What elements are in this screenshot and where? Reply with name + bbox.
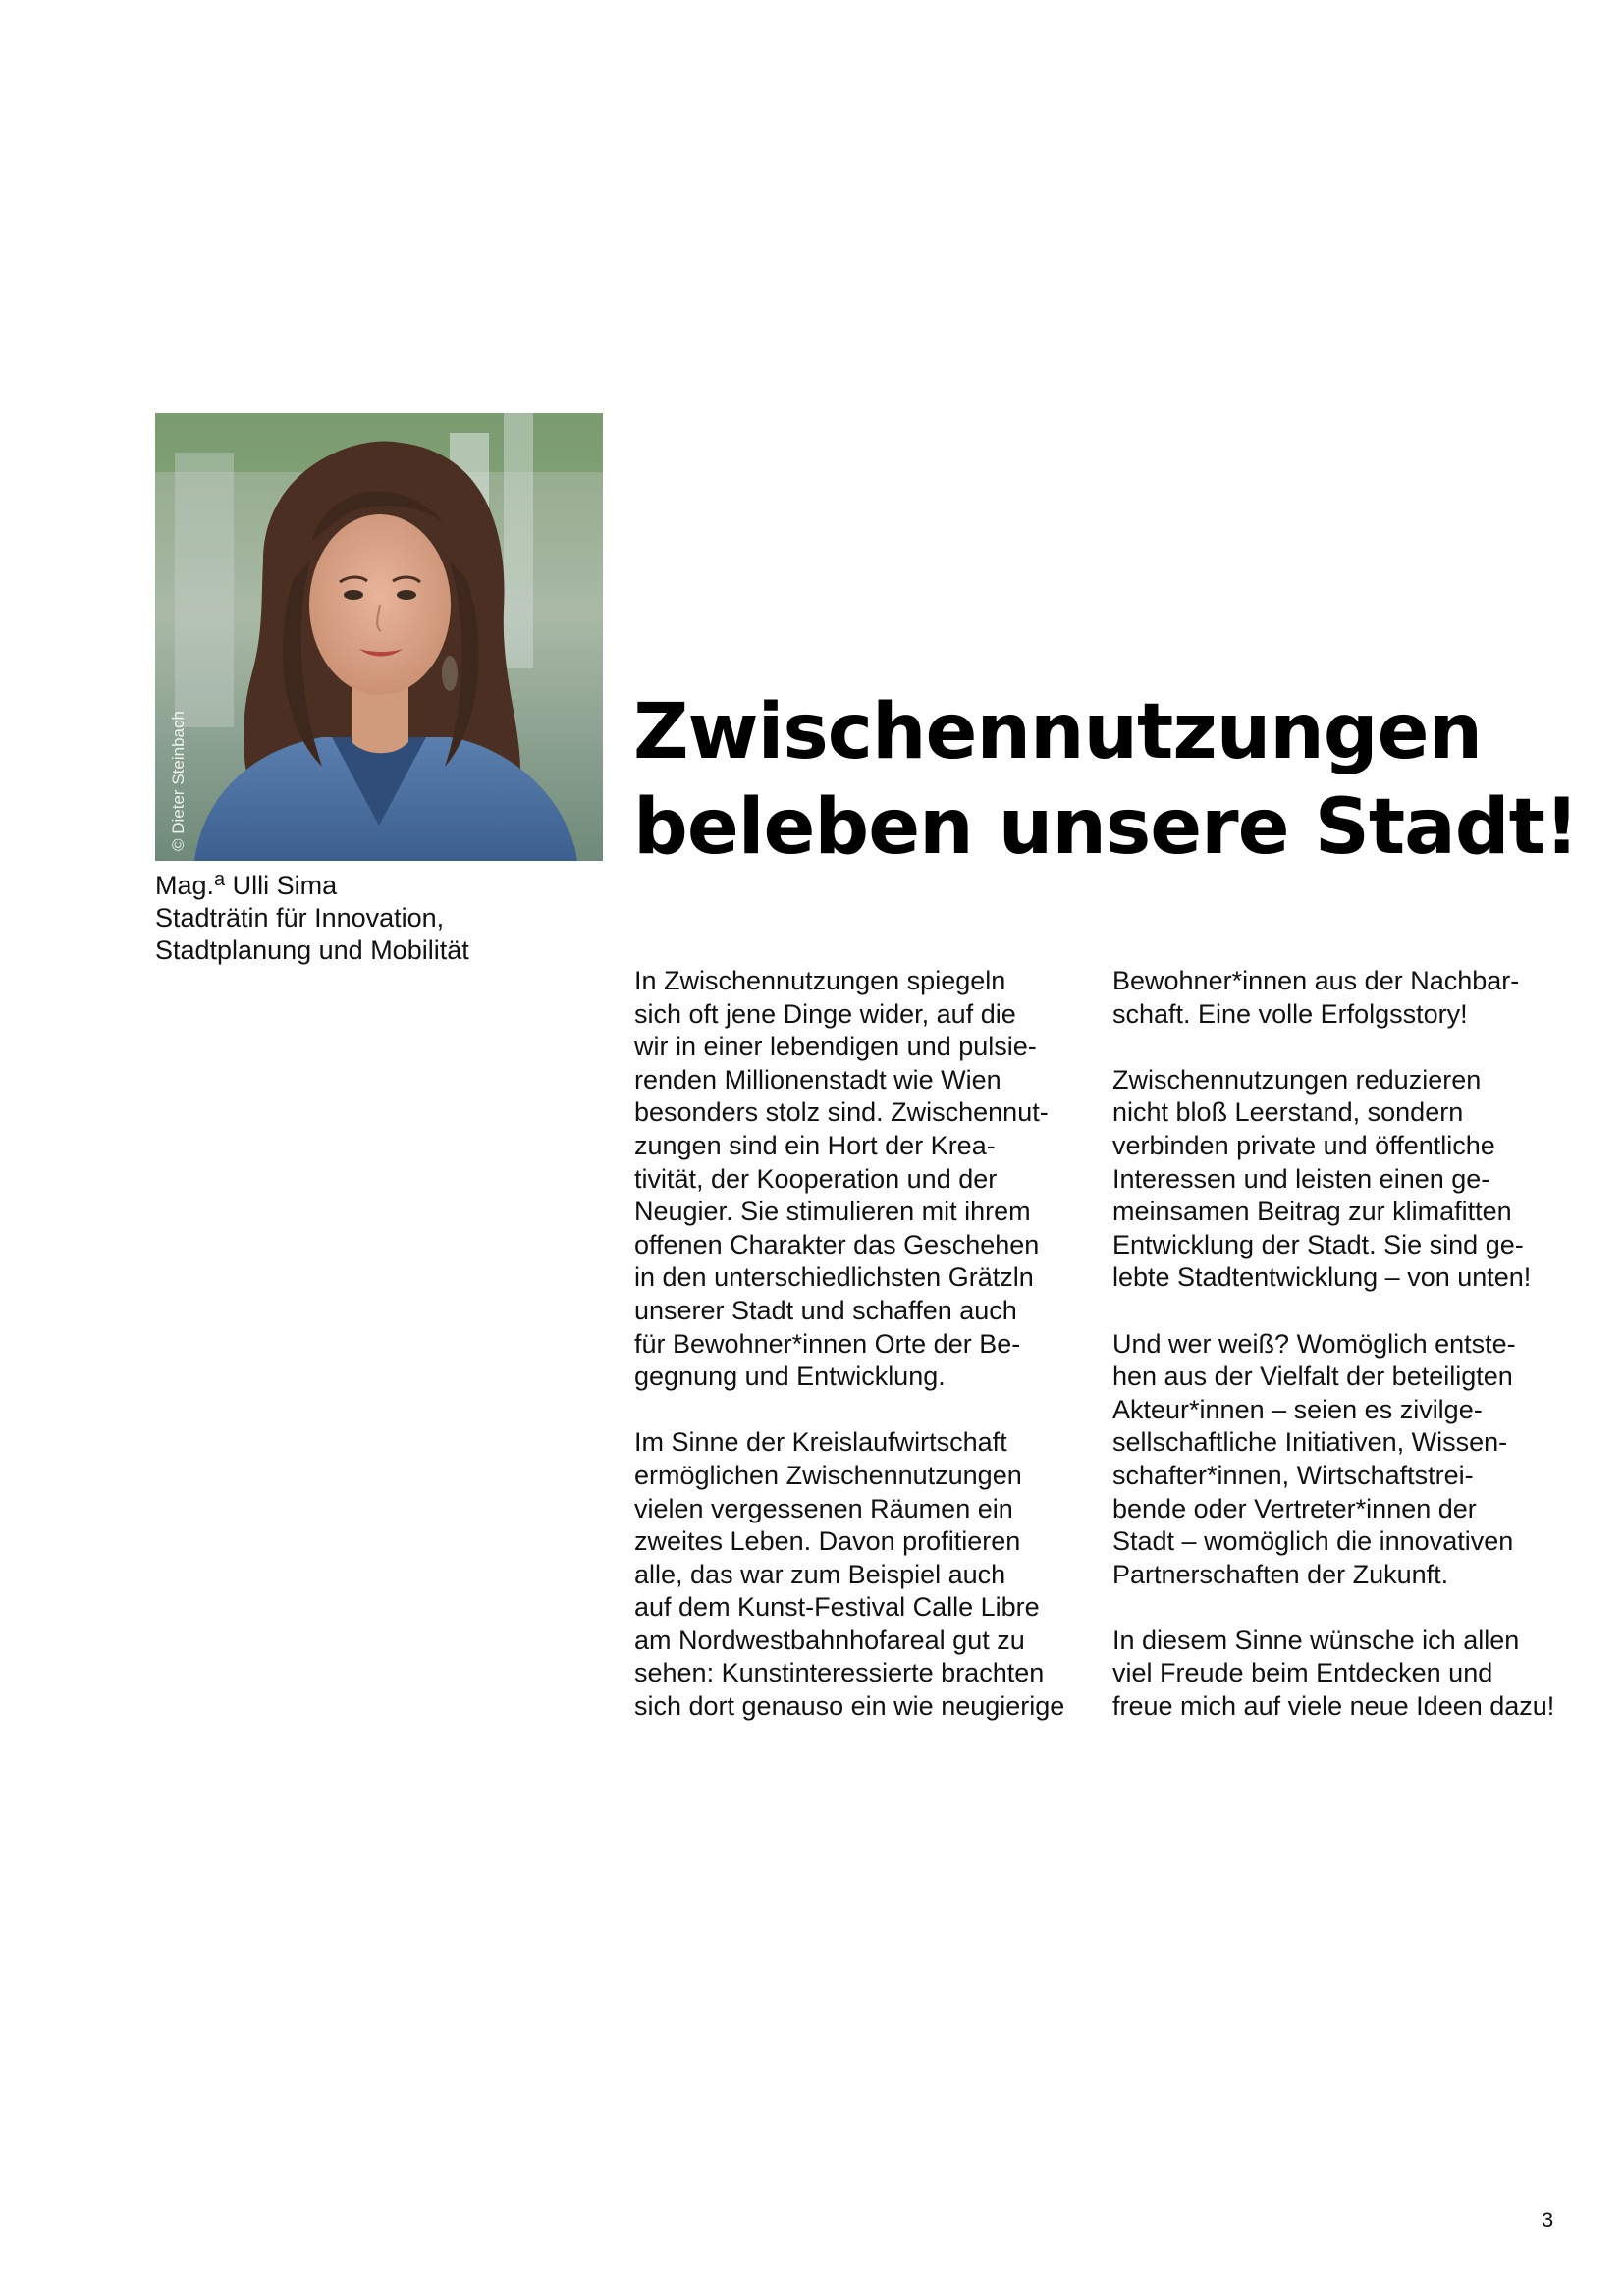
text-line: Akteur*innen – seien es zivilge- xyxy=(1112,1394,1483,1424)
text-line: nicht bloß Leerstand, sondern xyxy=(1112,1097,1464,1128)
caption-name: Ulli Sima xyxy=(225,871,338,900)
text-line: zweites Leben. Davon profitieren xyxy=(634,1526,1021,1557)
caption-role-line-1: Stadträtin für Innovation, xyxy=(155,903,445,933)
text-line: renden Millionenstadt wie Wien xyxy=(634,1064,1001,1095)
text-line: hen aus der Vielfalt der beteiligten xyxy=(1112,1362,1513,1392)
page-title xyxy=(633,685,1596,876)
caption-role-line-2: Stadtplanung und Mobilität xyxy=(155,935,469,965)
portrait-caption xyxy=(155,870,626,967)
text-line: alle, das war zum Beispiel auch xyxy=(634,1559,1006,1589)
text-line: meinsamen Beitrag zur klimafitten xyxy=(1112,1197,1512,1227)
text-line: bende oder Vertreter*innen der xyxy=(1112,1493,1477,1523)
body-column-right xyxy=(1112,965,1574,1756)
text-line: sehen: Kunstinteressierte brachten xyxy=(634,1658,1045,1688)
text-line: viel Freude beim Entdecken und xyxy=(1112,1658,1493,1688)
text-line: sich oft jene Dinge wider, auf die xyxy=(634,998,1016,1029)
page-title-line-2: beleben unsere Stadt! xyxy=(633,783,1579,872)
page-number: 3 xyxy=(1542,2208,1554,2232)
text-line: Interessen und leisten einen ge- xyxy=(1112,1163,1490,1194)
text-line: schafter*innen, Wirtschaftstrei- xyxy=(1112,1460,1474,1490)
portrait-photo xyxy=(155,413,603,861)
text-line: Und wer weiß? Womöglich entste- xyxy=(1112,1328,1516,1359)
text-line: lebte Stadtentwicklung – von unten! xyxy=(1112,1262,1532,1293)
caption-title-superscript: a xyxy=(214,869,226,890)
text-line: offenen Charakter das Geschehen xyxy=(634,1229,1040,1259)
text-line: in den unterschiedlichsten Grätzln xyxy=(634,1262,1034,1293)
text-line: Im Sinne der Kreislaufwirtschaft xyxy=(634,1427,1007,1458)
paragraph xyxy=(634,965,1096,1394)
text-line: vielen vergessenen Räumen ein xyxy=(634,1493,1013,1523)
text-line: am Nordwestbahnhofareal gut zu xyxy=(634,1625,1025,1655)
text-line: gegnung und Entwicklung. xyxy=(634,1362,946,1392)
paragraph xyxy=(1112,1064,1574,1295)
text-line: In diesem Sinne wünsche ich allen xyxy=(1112,1625,1520,1655)
text-line: schaft. Eine volle Erfolgsstory! xyxy=(1112,998,1468,1029)
text-line: Zwischennutzungen reduzieren xyxy=(1112,1064,1482,1095)
portrait-illustration xyxy=(155,413,603,861)
text-line: zungen sind ein Hort der Krea- xyxy=(634,1130,996,1160)
text-line: Stadt – womöglich die innovativen xyxy=(1112,1526,1514,1557)
caption-title-prefix: Mag. xyxy=(155,871,215,900)
text-line: wir in einer lebendigen und pulsie- xyxy=(634,1032,1037,1062)
text-line: freue mich auf viele neue Ideen dazu! xyxy=(1112,1691,1555,1722)
text-line: sellschaftliche Initiativen, Wissen- xyxy=(1112,1427,1508,1458)
text-line: auf dem Kunst-Festival Calle Libre xyxy=(634,1592,1040,1623)
paragraph xyxy=(1112,1328,1574,1592)
text-line: ermöglichen Zwischennutzungen xyxy=(634,1460,1022,1490)
paragraph xyxy=(1112,965,1574,1031)
text-line: verbinden private und öffentliche xyxy=(1112,1130,1495,1160)
text-line: Partnerschaften der Zukunft. xyxy=(1112,1559,1449,1589)
paragraph xyxy=(634,1426,1096,1723)
text-line: Bewohner*innen aus der Nachbar- xyxy=(1112,966,1520,995)
text-line: sich dort genauso ein wie neugierige xyxy=(634,1691,1065,1722)
text-line: unserer Stadt und schaffen auch xyxy=(634,1295,1017,1325)
page-title-line-1: Zwischennutzungen xyxy=(633,688,1483,776)
photo-credit-text: © Dieter Steinbach xyxy=(169,711,188,851)
body-column-left xyxy=(634,965,1096,1756)
text-line: Neugier. Sie stimulieren mit ihrem xyxy=(634,1197,1031,1227)
paragraph xyxy=(1112,1625,1574,1724)
text-line: tivität, der Kooperation und der xyxy=(634,1163,998,1194)
caption-name-line xyxy=(155,870,626,902)
photo-credit xyxy=(155,677,194,861)
text-line: für Bewohner*innen Orte der Be- xyxy=(634,1328,1021,1359)
text-line: Entwicklung der Stadt. Sie sind ge- xyxy=(1112,1229,1524,1259)
text-line: In Zwischennutzungen spiegeln xyxy=(634,966,1006,995)
text-line: besonders stolz sind. Zwischennut- xyxy=(634,1097,1049,1128)
